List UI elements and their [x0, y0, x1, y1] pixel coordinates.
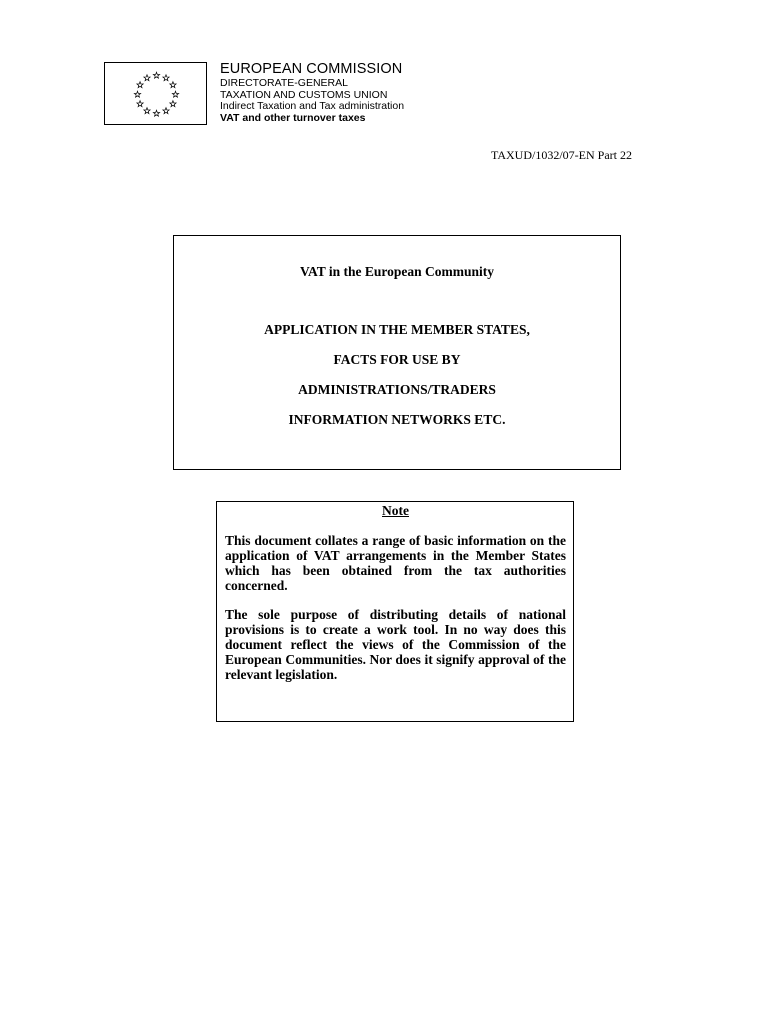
directorate-name: TAXATION AND CUSTOMS UNION [220, 88, 388, 101]
title-line: INFORMATION NETWORKS ETC. [288, 412, 506, 427]
star-icon [137, 101, 143, 107]
eu-stars-icon [105, 63, 208, 126]
star-icon [137, 82, 143, 88]
note-box [216, 501, 574, 722]
title-line: APPLICATION IN THE MEMBER STATES, [264, 322, 530, 337]
note-title: Note [382, 503, 409, 518]
eu-logo [104, 62, 207, 125]
star-icon [153, 110, 159, 116]
star-icon [144, 108, 150, 114]
star-icon [163, 75, 169, 81]
title-line: FACTS FOR USE BY [333, 352, 461, 367]
star-icon [163, 108, 169, 114]
note-paragraph: The sole purpose of distributing details of national provisions is to create a work tool. In no way does this document reflect the views of the Commission of the European Communities. Nor does it signify approval of the relevant legislation. [225, 607, 566, 682]
star-icon [170, 101, 176, 107]
star-icon [170, 82, 176, 88]
unit-name: VAT and other turnover taxes [220, 111, 366, 124]
note-paragraph: This document collates a range of basic information on the application of VAT arrangements in the Member States which has been obtained from the tax authorities concerned. [225, 533, 566, 593]
document-subject: VAT in the European Community [299, 264, 495, 279]
star-icon [144, 75, 150, 81]
title-box [173, 235, 621, 470]
title-lines [174, 321, 620, 441]
star-icon [172, 91, 178, 97]
document-reference: TAXUD/1032/07-EN Part 22 [490, 148, 632, 162]
directorate-general: DIRECTORATE-GENERAL [220, 77, 348, 89]
header [220, 61, 404, 124]
title-line: ADMINISTRATIONS/TRADERS [298, 382, 496, 397]
star-icon [153, 72, 159, 78]
directorate-division: Indirect Taxation and Tax administration [220, 100, 405, 112]
organization-name: EUROPEAN COMMISSION [220, 61, 403, 77]
star-icon [134, 91, 140, 97]
